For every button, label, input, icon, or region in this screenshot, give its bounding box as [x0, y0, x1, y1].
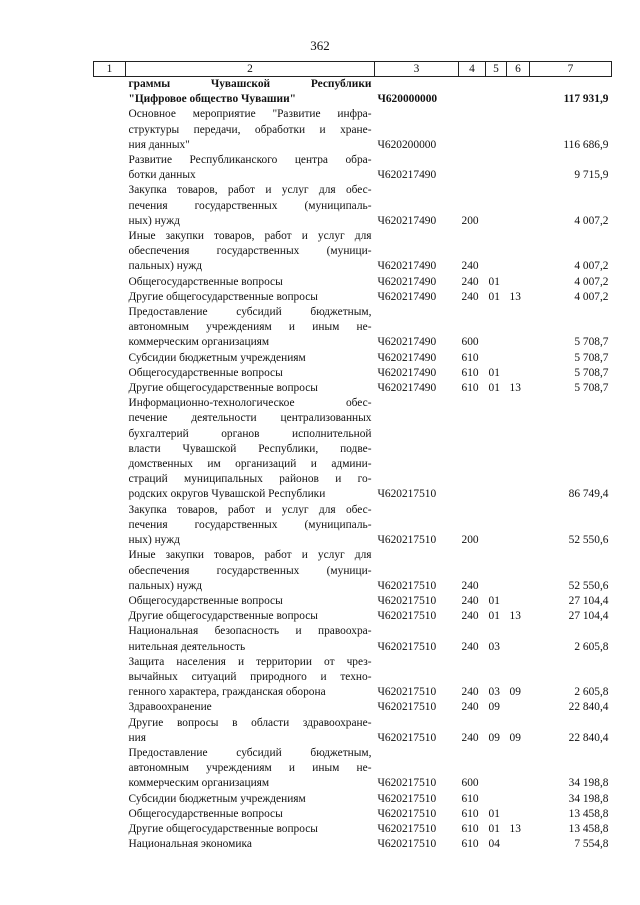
item-name-cell: [126, 183, 375, 229]
subsection-cell: [507, 746, 530, 792]
subsection-cell: [507, 305, 530, 351]
column-number-6: 6: [507, 62, 530, 77]
target-code-cell: Ч620217490: [377, 275, 437, 288]
item-name-line: ния: [128, 731, 146, 744]
subsection-cell: [507, 700, 530, 715]
amount-cell: 5 708,7: [574, 382, 609, 395]
row-number-cell: [94, 396, 126, 502]
item-name-line: печения государственных (муниципаль-: [128, 199, 372, 212]
item-name-cell: [126, 609, 375, 624]
table-row: [94, 700, 612, 715]
expense-type-cell: 610: [461, 382, 479, 395]
item-name-cell: [126, 716, 375, 746]
amount-cell: 5 708,7: [574, 366, 609, 379]
amount-cell: 116 686,9: [563, 138, 609, 151]
table-row: [94, 183, 612, 229]
table-row: [94, 716, 612, 746]
target-code-cell: Ч620217510: [377, 792, 437, 805]
item-name-cell: [126, 107, 375, 153]
subsection-cell: [507, 183, 530, 229]
item-name-line: Развитие Республиканского центра обра-: [128, 154, 372, 167]
item-name-cell: [126, 290, 375, 305]
table-row: [94, 792, 612, 807]
item-name-cell: [126, 700, 375, 715]
item-name-cell: [126, 305, 375, 351]
table-row: [94, 107, 612, 153]
amount-cell: 22 840,4: [568, 731, 609, 744]
row-number-cell: [94, 807, 126, 822]
target-code-cell: Ч620200000: [377, 138, 437, 151]
section-cell: 01: [488, 382, 500, 395]
row-number-cell: [94, 655, 126, 701]
table-row: [94, 807, 612, 822]
expense-type-cell: [459, 107, 486, 153]
item-name-line: Субсидии бюджетным учреждениям: [128, 351, 306, 364]
column-number-row: [94, 62, 612, 77]
row-number-cell: [94, 503, 126, 549]
section-cell: [486, 396, 507, 502]
item-name-line: пальных) нужд: [128, 579, 203, 592]
subsection-cell: [507, 396, 530, 502]
amount-cell: 52 550,6: [568, 579, 609, 592]
table-row: [94, 77, 612, 108]
item-name-line: пальных) нужд: [128, 260, 203, 273]
amount-cell: 7 554,8: [574, 838, 609, 851]
subsection-cell: [507, 624, 530, 654]
item-name-line: вычайных ситуаций природного и техно-: [128, 670, 372, 683]
item-name-line: коммерческим организациям: [128, 336, 270, 349]
target-code-cell: Ч620217510: [377, 610, 437, 623]
amount-cell: 34 198,8: [568, 792, 609, 805]
row-number-cell: [94, 822, 126, 837]
expense-type-cell: 240: [461, 290, 479, 303]
expense-type-cell: [459, 77, 486, 108]
amount-cell: 4 007,2: [574, 275, 609, 288]
table-row: [94, 351, 612, 366]
amount-cell: 4 007,2: [574, 260, 609, 273]
subsection-cell: [507, 548, 530, 594]
column-number-7: 7: [530, 62, 612, 77]
table-row: [94, 381, 612, 396]
expense-type-cell: 240: [461, 579, 479, 592]
table-row: [94, 548, 612, 594]
subsection-cell: [507, 807, 530, 822]
column-number-4: 4: [459, 62, 486, 77]
item-name-line: страций муниципальных районов и го-: [128, 473, 372, 486]
table-row: [94, 275, 612, 290]
item-name-line: Защита населения и территории от чрез-: [128, 655, 372, 668]
target-code-cell: Ч620217510: [377, 488, 437, 501]
table-row: [94, 305, 612, 351]
item-name-cell: [126, 275, 375, 290]
column-number-1: 1: [94, 62, 126, 77]
amount-cell: 86 749,4: [568, 488, 609, 501]
page-number: 362: [310, 38, 330, 53]
subsection-cell: [507, 594, 530, 609]
section-cell: [486, 229, 507, 275]
item-name-line: структуры передачи, обработки и хране-: [128, 123, 372, 136]
table-row: [94, 153, 612, 183]
row-number-cell: [94, 153, 126, 183]
row-number-cell: [94, 290, 126, 305]
subsection-cell: 13: [509, 822, 521, 835]
section-cell: 01: [488, 610, 500, 623]
table-row: [94, 609, 612, 624]
table-row: [94, 822, 612, 837]
table-row: [94, 229, 612, 275]
item-name-line: домственных им организаций и админи-: [128, 458, 372, 471]
amount-cell: 5 708,7: [574, 351, 609, 364]
expense-type-cell: 600: [461, 777, 479, 790]
section-cell: 01: [488, 290, 500, 303]
amount-cell: 117 931,9: [563, 93, 609, 106]
item-name-line: обеспечения государственных (муници-: [128, 564, 372, 577]
row-number-cell: [94, 700, 126, 715]
item-name-cell: [126, 822, 375, 837]
row-number-cell: [94, 351, 126, 366]
section-cell: 01: [488, 275, 500, 288]
subsection-cell: [507, 229, 530, 275]
expense-type-cell: 610: [461, 822, 479, 835]
table-row: [94, 594, 612, 609]
subsection-cell: [507, 837, 530, 852]
table-row: [94, 655, 612, 701]
table-row: [94, 837, 612, 852]
table-row: [94, 746, 612, 792]
expense-type-cell: 610: [461, 351, 479, 364]
target-code-cell: Ч620217490: [377, 351, 437, 364]
subsection-cell: [507, 275, 530, 290]
target-code-cell: Ч620217510: [377, 534, 437, 547]
item-name-cell: [126, 792, 375, 807]
item-name-line: Основное мероприятие "Развитие инфра-: [128, 108, 372, 121]
item-name-line: Субсидии бюджетным учреждениям: [128, 792, 306, 805]
section-cell: 01: [488, 366, 500, 379]
target-code-cell: Ч620217490: [377, 260, 437, 273]
section-cell: [486, 548, 507, 594]
row-number-cell: [94, 624, 126, 654]
subsection-cell: 13: [509, 610, 521, 623]
row-number-cell: [94, 275, 126, 290]
item-name-line: Другие общегосударственные вопросы: [128, 822, 318, 835]
row-number-cell: [94, 381, 126, 396]
amount-cell: 13 458,8: [568, 822, 609, 835]
row-number-cell: [94, 609, 126, 624]
item-name-line: родских округов Чувашской Республики: [128, 488, 326, 501]
item-name-line: автономным учреждениям и иным не-: [128, 321, 372, 334]
expense-type-cell: 240: [461, 701, 479, 714]
expense-type-cell: [459, 153, 486, 183]
amount-cell: 27 104,4: [568, 594, 609, 607]
expense-type-cell: 240: [461, 275, 479, 288]
item-name-line: ных) нужд: [128, 214, 180, 227]
subsection-cell: [507, 792, 530, 807]
table-row: [94, 396, 612, 502]
item-name-line: Здравоохранение: [128, 701, 212, 714]
section-cell: [486, 792, 507, 807]
item-name-cell: [126, 503, 375, 549]
table-row: [94, 503, 612, 549]
subsection-cell: 13: [509, 290, 521, 303]
section-cell: 03: [488, 686, 500, 699]
target-code-cell: Ч620217510: [377, 838, 437, 851]
item-name-cell: [126, 229, 375, 275]
target-code-cell: Ч620217510: [377, 822, 437, 835]
item-name-cell: [126, 77, 375, 108]
item-name-line: генного характера, гражданская оборона: [128, 686, 326, 699]
amount-cell: 2 605,8: [574, 640, 609, 653]
item-name-line: бухгалтерий органов исполнительной: [128, 427, 372, 440]
item-name-line: автономным учреждениям и иным не-: [128, 762, 372, 775]
item-name-cell: [126, 548, 375, 594]
expense-type-cell: 240: [461, 610, 479, 623]
target-code-cell: Ч620217490: [377, 366, 437, 379]
target-code-cell: Ч620000000: [377, 93, 438, 106]
subsection-cell: [507, 351, 530, 366]
item-name-cell: [126, 351, 375, 366]
item-name-line: власти Чувашской Республики, подве-: [128, 442, 372, 455]
target-code-cell: Ч620217490: [377, 382, 437, 395]
item-name-cell: [126, 746, 375, 792]
expense-type-cell: [459, 396, 486, 502]
table-row: [94, 290, 612, 305]
section-cell: 09: [488, 701, 500, 714]
target-code-cell: Ч620217490: [377, 214, 437, 227]
expense-type-cell: 240: [461, 594, 479, 607]
item-name-line: "Цифровое общество Чувашии": [128, 93, 296, 106]
section-cell: [486, 503, 507, 549]
row-number-cell: [94, 305, 126, 351]
target-code-cell: Ч620217510: [377, 701, 437, 714]
item-name-line: Общегосударственные вопросы: [128, 366, 283, 379]
item-name-line: нительная деятельность: [128, 640, 246, 653]
column-number-2: 2: [126, 62, 375, 77]
item-name-cell: [126, 594, 375, 609]
section-cell: 01: [488, 822, 500, 835]
item-name-line: коммерческим организациям: [128, 777, 270, 790]
subsection-cell: [507, 503, 530, 549]
amount-cell: 4 007,2: [574, 214, 609, 227]
item-name-cell: [126, 381, 375, 396]
amount-cell: 4 007,2: [574, 290, 609, 303]
item-name-line: Другие общегосударственные вопросы: [128, 290, 318, 303]
item-name-line: Предоставление субсидий бюджетным,: [128, 746, 372, 759]
section-cell: [486, 305, 507, 351]
section-cell: [486, 153, 507, 183]
item-name-cell: [126, 624, 375, 654]
item-name-line: Закупка товаров, работ и услуг для обес-: [128, 184, 372, 197]
item-name-line: Информационно-технологическое обес-: [128, 397, 372, 410]
item-name-line: Национальная экономика: [128, 838, 252, 851]
section-cell: [486, 746, 507, 792]
table-row: [94, 366, 612, 381]
target-code-cell: Ч620217510: [377, 807, 437, 820]
row-number-cell: [94, 837, 126, 852]
row-number-cell: [94, 107, 126, 153]
target-code-cell: Ч620217490: [377, 290, 437, 303]
item-name-line: ных) нужд: [128, 534, 180, 547]
amount-cell: 34 198,8: [568, 777, 609, 790]
target-code-cell: Ч620217510: [377, 731, 437, 744]
item-name-cell: [126, 837, 375, 852]
target-code-cell: Ч620217510: [377, 594, 437, 607]
expense-type-cell: 240: [461, 260, 479, 273]
section-cell: [486, 351, 507, 366]
subsection-cell: 09: [509, 686, 521, 699]
target-code-cell: Ч620217490: [377, 336, 437, 349]
item-name-line: Национальная безопасность и правоохра-: [128, 625, 372, 638]
section-cell: 09: [488, 731, 500, 744]
item-name-line: печение деятельности централизованных: [128, 412, 372, 425]
item-name-line: ботки данных: [128, 169, 196, 182]
amount-cell: 9 715,9: [574, 169, 609, 182]
item-name-cell: [126, 366, 375, 381]
column-number-3: 3: [375, 62, 459, 77]
row-number-cell: [94, 183, 126, 229]
item-name-line: ния данных": [128, 138, 190, 151]
item-name-cell: [126, 396, 375, 502]
amount-cell: 22 840,4: [568, 701, 609, 714]
item-name-line: печения государственных (муниципаль-: [128, 518, 372, 531]
subsection-cell: [507, 107, 530, 153]
expense-type-cell: 600: [461, 336, 479, 349]
row-number-cell: [94, 746, 126, 792]
row-number-cell: [94, 792, 126, 807]
item-name-line: Закупка товаров, работ и услуг для обес-: [128, 503, 372, 516]
amount-cell: 27 104,4: [568, 610, 609, 623]
row-number-cell: [94, 716, 126, 746]
section-cell: [486, 107, 507, 153]
item-name-line: Иные закупки товаров, работ и услуг для: [128, 549, 372, 562]
subsection-cell: [507, 366, 530, 381]
expense-type-cell: 200: [461, 214, 479, 227]
item-name-line: Предоставление субсидий бюджетным,: [128, 306, 372, 319]
item-name-line: Общегосударственные вопросы: [128, 594, 283, 607]
row-number-cell: [94, 548, 126, 594]
section-cell: 01: [488, 594, 500, 607]
row-number-cell: [94, 229, 126, 275]
expense-type-cell: 240: [461, 640, 479, 653]
expense-type-cell: 240: [461, 686, 479, 699]
expense-type-cell: 240: [461, 731, 479, 744]
amount-cell: 5 708,7: [574, 336, 609, 349]
expense-type-cell: 610: [461, 366, 479, 379]
target-code-cell: Ч620217510: [377, 777, 437, 790]
item-name-line: Иные закупки товаров, работ и услуг для: [128, 230, 372, 243]
section-cell: [486, 183, 507, 229]
item-name-line: Другие общегосударственные вопросы: [128, 610, 318, 623]
item-name-line: граммы Чувашской Республики: [128, 78, 372, 90]
item-name-line: обеспечения государственных (муници-: [128, 245, 372, 258]
subsection-cell: 13: [509, 382, 521, 395]
amount-cell: 13 458,8: [568, 807, 609, 820]
subsection-cell: 09: [509, 731, 521, 744]
row-number-cell: [94, 594, 126, 609]
section-cell: 04: [488, 838, 500, 851]
expense-type-cell: 200: [461, 534, 479, 547]
row-number-cell: [94, 366, 126, 381]
item-name-cell: [126, 655, 375, 701]
target-code-cell: Ч620217510: [377, 640, 437, 653]
amount-cell: 2 605,8: [574, 686, 609, 699]
item-name-line: Другие общегосударственные вопросы: [128, 382, 318, 395]
expense-type-cell: 610: [461, 792, 479, 805]
item-name-line: Другие вопросы в области здравоохране-: [128, 716, 372, 729]
item-name-line: Общегосударственные вопросы: [128, 275, 283, 288]
target-code-cell: Ч620217490: [377, 169, 437, 182]
subsection-cell: [507, 153, 530, 183]
expense-type-cell: 610: [461, 807, 479, 820]
item-name-cell: [126, 153, 375, 183]
target-code-cell: Ч620217510: [377, 579, 437, 592]
section-cell: 01: [488, 807, 500, 820]
expense-type-cell: 610: [461, 838, 479, 851]
target-code-cell: Ч620217510: [377, 686, 437, 699]
item-name-cell: [126, 807, 375, 822]
table-body: [94, 62, 612, 853]
budget-table: [93, 61, 612, 852]
table-row: [94, 624, 612, 654]
column-number-5: 5: [486, 62, 507, 77]
section-cell: 03: [488, 640, 500, 653]
subsection-cell: [507, 77, 530, 108]
row-number-cell: [94, 77, 126, 108]
section-cell: [486, 77, 507, 108]
item-name-line: Общегосударственные вопросы: [128, 807, 283, 820]
amount-cell: 52 550,6: [568, 534, 609, 547]
